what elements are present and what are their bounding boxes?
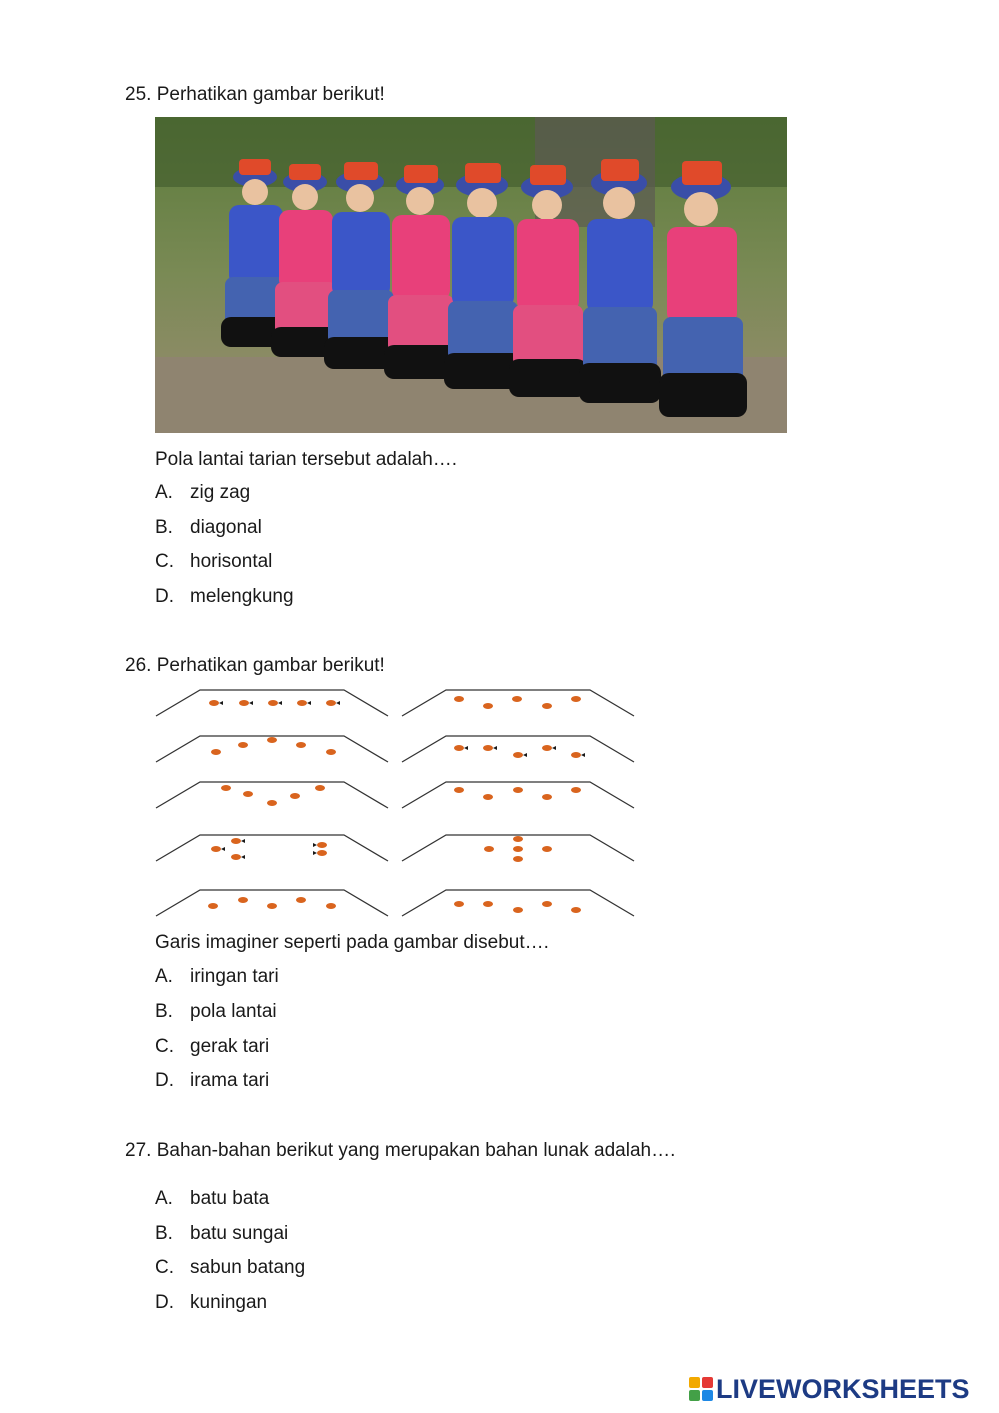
option-letter: C. xyxy=(155,551,174,572)
option-letter: B. xyxy=(155,517,173,538)
option-letter: D. xyxy=(155,586,174,607)
option-27-d[interactable] xyxy=(155,1292,267,1314)
option-letter: A. xyxy=(155,966,173,987)
logo-text: LIVEWORKSHEETS xyxy=(716,1373,970,1404)
option-25-c[interactable] xyxy=(155,551,272,573)
option-text: horisontal xyxy=(190,551,273,572)
option-26-a[interactable] xyxy=(155,966,279,988)
option-26-c[interactable] xyxy=(155,1036,269,1058)
option-letter: B. xyxy=(155,1223,173,1244)
option-text: kuningan xyxy=(190,1292,268,1313)
option-letter: C. xyxy=(155,1257,174,1278)
question-25 xyxy=(125,84,385,106)
option-text: batu sungai xyxy=(190,1223,289,1244)
question-number: 27. xyxy=(125,1140,152,1161)
option-26-d[interactable] xyxy=(155,1070,269,1092)
question-27 xyxy=(125,1140,675,1162)
option-text: melengkung xyxy=(190,586,294,607)
option-letter: A. xyxy=(155,482,173,503)
option-letter: D. xyxy=(155,1070,174,1091)
option-letter: C. xyxy=(155,1036,174,1057)
liveworksheets-logo[interactable] xyxy=(689,1374,970,1404)
question-26 xyxy=(125,655,385,677)
option-text: batu bata xyxy=(190,1188,270,1209)
floor-pattern-diagrams xyxy=(150,684,640,924)
option-text: iringan tari xyxy=(190,966,279,987)
option-text: irama tari xyxy=(190,1070,270,1091)
option-25-b[interactable] xyxy=(155,517,262,539)
option-letter: D. xyxy=(155,1292,174,1313)
question-number: 26. xyxy=(125,655,152,676)
option-25-a[interactable] xyxy=(155,482,250,504)
option-text: gerak tari xyxy=(190,1036,270,1057)
question-text: Perhatikan gambar berikut! xyxy=(156,84,385,105)
question-number: 25. xyxy=(125,84,152,105)
dance-photo xyxy=(155,117,787,433)
option-25-d[interactable] xyxy=(155,586,294,608)
option-text: sabun batang xyxy=(190,1257,306,1278)
dancers-illustration xyxy=(155,117,787,433)
option-letter: B. xyxy=(155,1001,173,1022)
question-text: Bahan-bahan berikut yang merupakan bahan lunak adalah…. xyxy=(156,1140,676,1161)
option-text: diagonal xyxy=(190,517,262,538)
option-27-a[interactable] xyxy=(155,1188,269,1210)
option-26-b[interactable] xyxy=(155,1001,277,1023)
option-27-c[interactable] xyxy=(155,1257,305,1279)
option-text: zig zag xyxy=(190,482,251,503)
option-text: pola lantai xyxy=(190,1001,277,1022)
liveworksheets-icon xyxy=(689,1377,713,1401)
option-27-b[interactable] xyxy=(155,1223,288,1245)
question-25-prompt: Pola lantai tarian tersebut adalah…. xyxy=(155,449,458,470)
question-text: Perhatikan gambar berikut! xyxy=(156,655,385,676)
option-letter: A. xyxy=(155,1188,173,1209)
question-26-prompt: Garis imaginer seperti pada gambar disebut…. xyxy=(155,932,549,953)
